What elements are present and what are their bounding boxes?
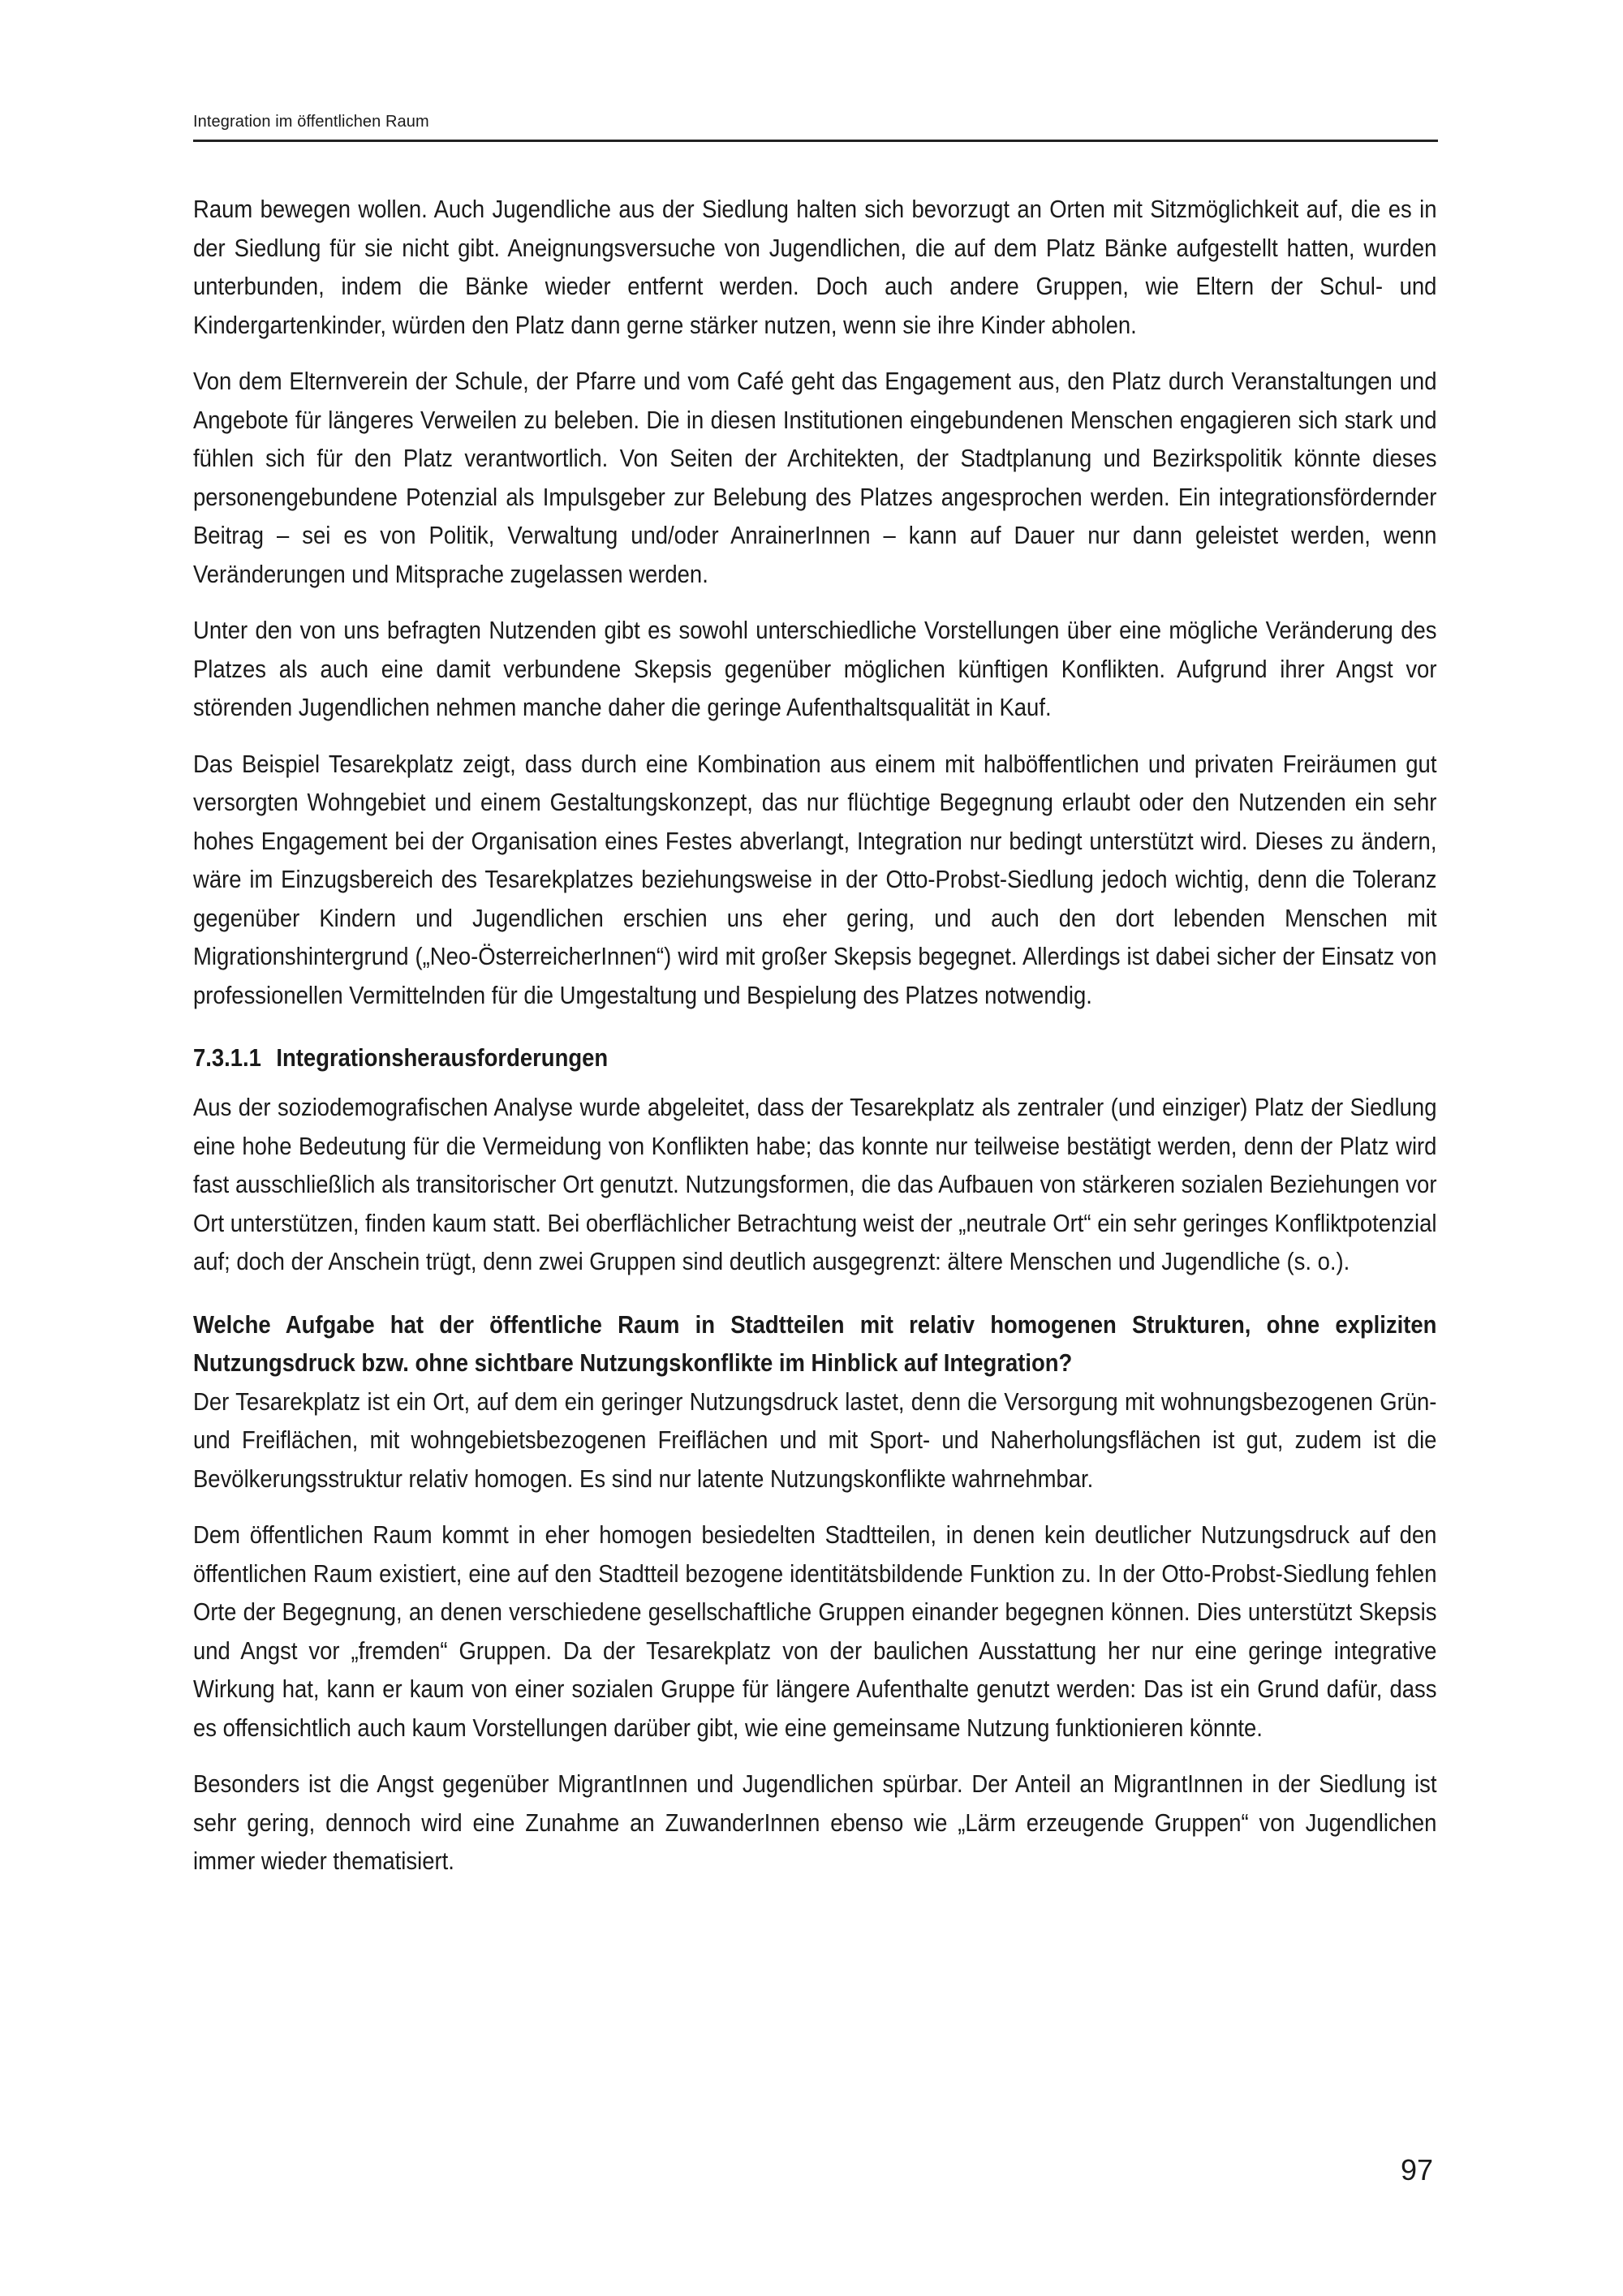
subsection-heading bbox=[193, 1039, 1436, 1077]
paragraph: Aus der soziodemografischen Analyse wurde abgeleitet, dass der Tesarekplatz als zentraler (und einziger) Platz der Siedlung eine hohe Bedeutung für die Vermeidung von Konflikten habe; das konnte nur teilweise bestätigt werden, denn der Platz wird fast ausschließlich als transitorischer Ort genutzt. Nutzungsformen, die das Aufbauen von stärkeren sozialen Beziehungen vor Ort unterstützen, finden kaum statt. Bei oberflächlicher Betrachtung weist der „neutrale Ort“ ein sehr geringes Konfliktpotenzial auf; doch der Anschein trügt, denn zwei Gruppen sind deutlich ausgegrenzt: ältere Menschen und Jugendliche (s. o.). bbox=[193, 1094, 1437, 1275]
page-number: 97 bbox=[1400, 2153, 1433, 2186]
paragraph: Das Beispiel Tesarekplatz zeigt, dass durch eine Kombination aus einem mit halböffentlichen und privaten Freiräumen gut versorgten Wohngebiet und einem Gestaltungskonzept, das nur flüchtige Begegnung erlaubt oder den Nutzenden ein sehr hohes Engagement bei der Organisation eines Festes abverlangt, Integration nur bedingt unterstützt wird. Dieses zu ändern, wäre im Einzugsbereich des Tesarekplatzes beziehungsweise in der Otto-Probst-Siedlung jedoch wichtig, denn die Toleranz gegenüber Kindern und Jugendlichen erschien uns eher gering, und auch den dort lebenden Menschen mit Migrationshintergrund („Neo-ÖsterreicherInnen“) wird mit großer Skepsis begegnet. Allerdings ist dabei sicher der Einsatz von professionellen Vermittelnden für die Umgestaltung und Bespielung des Platzes notwendig. bbox=[193, 750, 1437, 1009]
paragraph: Besonders ist die Angst gegenüber MigrantInnen und Jugendlichen spürbar. Der Anteil an MigrantInnen in der Siedlung ist sehr gering, dennoch wird eine Zunahme an ZuwanderInnen ebenso wie „Lärm erzeugende Gruppen“ von Jugendlichen immer wieder thematisiert. bbox=[193, 1770, 1437, 1875]
paragraph: Unter den von uns befragten Nutzenden gibt es sowohl unterschiedliche Vorstellungen über eine mögliche Veränderung des Platzes als auch eine damit verbundene Skepsis gegenüber möglichen künftigen Konflikten. Aufgrund ihrer Angst vor störenden Jugendlichen nehmen manche daher die geringe Aufenthaltsqualität in Kauf. bbox=[193, 617, 1437, 721]
subsection-number: 7.3.1.1 bbox=[193, 1044, 261, 1072]
paragraph: Von dem Elternverein der Schule, der Pfarre und vom Café geht das Engagement aus, den Platz durch Veranstaltungen und Angebote für längeres Verweilen zu beleben. Die in diesen Institutionen eingebundenen Menschen engagieren sich stark und fühlen sich für den Platz verantwortlich. Von Seiten der Architekten, der Stadtplanung und Bezirkspolitik könnte dieses personengebundene Potenzial als Impulsgeber zur Belebung des Platzes angesprochen werden. Ein integrationsfördernder Beitrag – sei es von Politik, Verwaltung und/oder AnrainerInnen – kann auf Dauer nur dann geleistet werden, wenn Veränderungen und Mitsprache zugelassen werden. bbox=[193, 368, 1437, 588]
paragraph: Raum bewegen wollen. Auch Jugendliche aus der Siedlung halten sich bevorzugt an Orten mit Sitzmöglichkeit auf, die es in der Siedlung für sie nicht gibt. Aneignungsversuche von Jugendlichen, die auf dem Platz Bänke aufgestellt hatten, wurden unterbunden, indem die Bänke wieder entfernt werden. Doch auch andere Gruppen, wie Eltern der Schul- und Kindergartenkinder, würden den Platz dann gerne stärker nutzen, wenn sie ihre Kinder abholen. bbox=[193, 196, 1437, 339]
paragraph: Dem öffentlichen Raum kommt in eher homogen besiedelten Stadtteilen, in denen kein deutlicher Nutzungsdruck auf den öffentlichen Raum existiert, eine auf den Stadtteil bezogene identitätsbildende Funktion zu. In der Otto-Probst-Siedlung fehlen Orte der Begegnung, an denen verschiedene gesellschaftliche Gruppen einander begegnen können. Dies unterstützt Skepsis und Angst vor „fremden“ Gruppen. Da der Tesarekplatz von der baulichen Ausstattung her nur eine geringe integrative Wirkung hat, kann er kaum von einer sozialen Gruppe für längere Aufenthalte genutzt werden: Das ist ein Grund dafür, dass es offensichtlich auch kaum Vorstellungen darüber gibt, wie eine gemeinsame Nutzung funktionieren könnte. bbox=[193, 1521, 1437, 1742]
page-body bbox=[193, 191, 1438, 1899]
running-header bbox=[193, 104, 1438, 142]
paragraph: Der Tesarekplatz ist ein Ort, auf dem ein geringer Nutzungsdruck lastet, denn die Versorgung mit wohnungsbezogenen Grün- und Freiflächen, mit wohngebietsbezogenen Freiflächen und mit Sport- und Naherholungsflächen ist gut, zudem ist die Bevölkerungsstruktur relativ homogen. Es sind nur latente Nutzungskonflikte wahrnehmbar. bbox=[193, 1387, 1437, 1493]
research-question: Welche Aufgabe hat der öffentliche Raum in Stadtteilen mit relativ homogenen Strukturen, ohne expliziten Nutzungsdruck bzw. ohne sichtbare Nutzungskonflikte im Hinblick auf Integration? bbox=[193, 1310, 1437, 1377]
subsection-title: Integrationsherausforderungen bbox=[276, 1044, 609, 1072]
running-title: Integration im öffentlichen Raum bbox=[193, 113, 429, 131]
